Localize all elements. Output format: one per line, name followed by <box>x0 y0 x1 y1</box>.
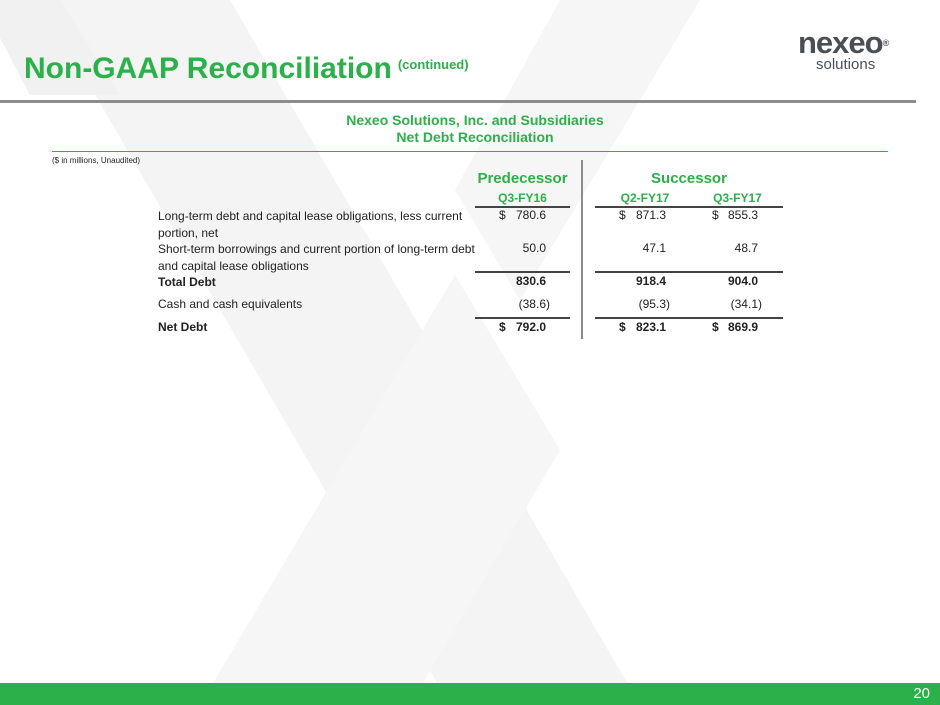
subtotal-rule <box>595 317 783 319</box>
logo-registered-mark: ® <box>882 38 889 48</box>
logo-word: nexeo® <box>798 25 889 60</box>
title-text: Non-GAAP Reconciliation <box>24 52 392 85</box>
company-heading: Nexeo Solutions, Inc. and Subsidiaries <box>346 112 604 128</box>
subtotal-rule <box>595 271 783 273</box>
row-label: Long-term debt and capital lease obligations, less current portion, net <box>158 209 463 240</box>
group-predecessor: Predecessor <box>477 170 568 187</box>
page-title <box>24 52 469 86</box>
heading-rule <box>52 151 888 152</box>
period-divider <box>581 160 583 339</box>
nexeo-logo <box>798 25 898 78</box>
page-number: 20 <box>913 685 930 702</box>
logo-subtitle: solutions <box>816 56 876 73</box>
group-successor: Successor <box>651 170 727 187</box>
title-suffix: (continued) <box>397 56 469 72</box>
units-note: ($ in millions, Unaudited) <box>52 156 141 165</box>
title-rule <box>0 100 916 103</box>
column-header: Q3-FY16 <box>498 191 547 205</box>
column-header: Q3-FY17 <box>713 191 762 205</box>
subtotal-rule <box>475 271 570 273</box>
footer-bar <box>0 683 940 705</box>
row-label: Net Debt <box>158 320 208 334</box>
column-header: Q2-FY17 <box>620 191 670 205</box>
row-label: Short-term borrowings and current portion of long-term debt and capital lease obligations <box>158 242 475 273</box>
subtotal-rule <box>475 317 570 319</box>
report-subtitle: Net Debt Reconciliation <box>396 129 554 145</box>
row-label: Cash and cash equivalents <box>158 297 303 311</box>
row-label: Total Debt <box>158 275 216 289</box>
